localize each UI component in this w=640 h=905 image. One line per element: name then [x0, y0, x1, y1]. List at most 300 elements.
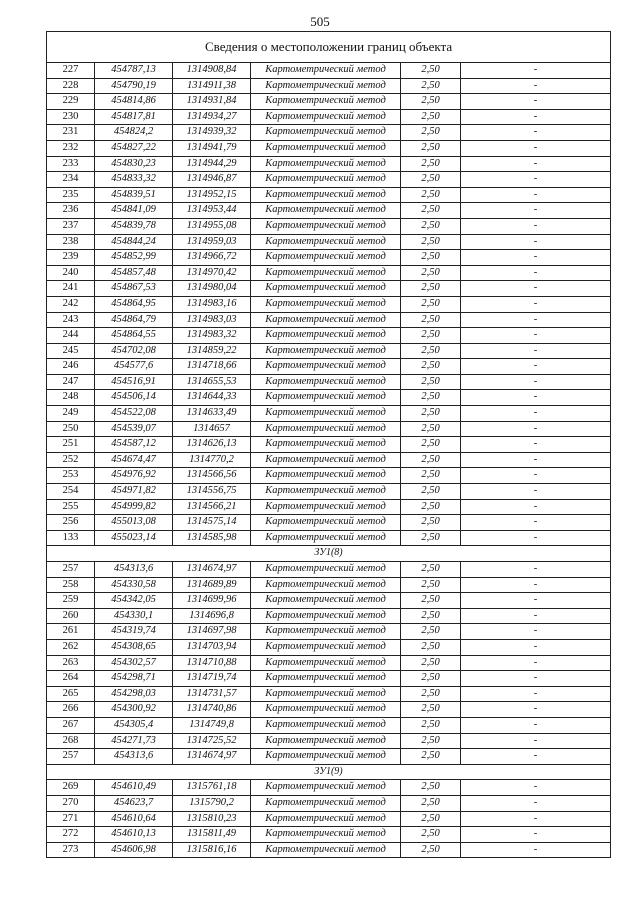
description-cell: -	[461, 359, 611, 375]
point-number-cell: 269	[47, 780, 95, 796]
table-row	[47, 390, 611, 406]
method-cell: Картометрический метод	[251, 312, 401, 328]
method-cell: Картометрический метод	[251, 515, 401, 531]
table-row	[47, 203, 611, 219]
accuracy-cell: 2,50	[401, 624, 461, 640]
x-coordinate-cell: 454864,55	[95, 328, 173, 344]
method-cell: Картометрический метод	[251, 749, 401, 765]
accuracy-cell: 2,50	[401, 250, 461, 266]
method-cell: Картометрический метод	[251, 608, 401, 624]
point-number-cell: 251	[47, 437, 95, 453]
accuracy-cell: 2,50	[401, 484, 461, 500]
description-cell: -	[461, 811, 611, 827]
x-coordinate-cell: 454844,24	[95, 234, 173, 250]
table-row	[47, 109, 611, 125]
y-coordinate-cell: 1314718,66	[173, 359, 251, 375]
x-coordinate-cell: 454814,86	[95, 94, 173, 110]
accuracy-cell: 2,50	[401, 655, 461, 671]
x-coordinate-cell: 454702,08	[95, 343, 173, 359]
x-coordinate-cell: 454971,82	[95, 484, 173, 500]
x-coordinate-cell: 454342,05	[95, 593, 173, 609]
y-coordinate-cell: 1315816,16	[173, 842, 251, 858]
x-coordinate-cell: 454606,98	[95, 842, 173, 858]
point-number-cell: 229	[47, 94, 95, 110]
point-number-cell: 268	[47, 733, 95, 749]
method-cell: Картометрический метод	[251, 686, 401, 702]
description-cell: -	[461, 655, 611, 671]
description-cell: -	[461, 234, 611, 250]
accuracy-cell: 2,50	[401, 156, 461, 172]
accuracy-cell: 2,50	[401, 468, 461, 484]
x-coordinate-cell: 454830,23	[95, 156, 173, 172]
description-cell: -	[461, 702, 611, 718]
method-cell: Картометрический метод	[251, 78, 401, 94]
table-row	[47, 187, 611, 203]
point-number-cell: 259	[47, 593, 95, 609]
description-cell: -	[461, 749, 611, 765]
description-cell: -	[461, 421, 611, 437]
method-cell: Картометрический метод	[251, 671, 401, 687]
method-cell: Картометрический метод	[251, 296, 401, 312]
point-number-cell: 260	[47, 608, 95, 624]
table-row	[47, 624, 611, 640]
description-cell: -	[461, 250, 611, 266]
method-cell: Картометрический метод	[251, 218, 401, 234]
point-number-cell: 237	[47, 218, 95, 234]
description-cell: -	[461, 499, 611, 515]
accuracy-cell: 2,50	[401, 359, 461, 375]
x-coordinate-cell: 454302,57	[95, 655, 173, 671]
accuracy-cell: 2,50	[401, 296, 461, 312]
x-coordinate-cell: 454506,14	[95, 390, 173, 406]
table-row	[47, 374, 611, 390]
y-coordinate-cell: 1314983,03	[173, 312, 251, 328]
table-row	[47, 468, 611, 484]
x-coordinate-cell: 455013,08	[95, 515, 173, 531]
table-row	[47, 359, 611, 375]
accuracy-cell: 2,50	[401, 374, 461, 390]
method-cell: Картометрический метод	[251, 468, 401, 484]
x-coordinate-cell: 454864,79	[95, 312, 173, 328]
x-coordinate-cell: 454857,48	[95, 265, 173, 281]
point-number-cell: 256	[47, 515, 95, 531]
accuracy-cell: 2,50	[401, 780, 461, 796]
x-coordinate-cell: 454841,09	[95, 203, 173, 219]
table-row	[47, 452, 611, 468]
method-cell: Картометрический метод	[251, 172, 401, 188]
table-row	[47, 140, 611, 156]
method-cell: Картометрический метод	[251, 733, 401, 749]
accuracy-cell: 2,50	[401, 686, 461, 702]
method-cell: Картометрический метод	[251, 437, 401, 453]
description-cell: -	[461, 390, 611, 406]
x-coordinate-cell: 454839,51	[95, 187, 173, 203]
table-row	[47, 827, 611, 843]
y-coordinate-cell: 1314644,33	[173, 390, 251, 406]
table-row	[47, 686, 611, 702]
x-coordinate-cell: 454298,03	[95, 686, 173, 702]
x-coordinate-cell: 454298,71	[95, 671, 173, 687]
point-number-cell: 227	[47, 63, 95, 79]
point-number-cell: 271	[47, 811, 95, 827]
accuracy-cell: 2,50	[401, 499, 461, 515]
table-row	[47, 484, 611, 500]
method-cell: Картометрический метод	[251, 140, 401, 156]
accuracy-cell: 2,50	[401, 811, 461, 827]
accuracy-cell: 2,50	[401, 265, 461, 281]
table-title: Сведения о местоположении границ объекта	[47, 32, 611, 63]
method-cell: Картометрический метод	[251, 421, 401, 437]
x-coordinate-cell: 454313,6	[95, 562, 173, 578]
method-cell: Картометрический метод	[251, 702, 401, 718]
y-coordinate-cell: 1314946,87	[173, 172, 251, 188]
x-coordinate-cell: 454817,81	[95, 109, 173, 125]
description-cell: -	[461, 296, 611, 312]
accuracy-cell: 2,50	[401, 125, 461, 141]
y-coordinate-cell: 1314719,74	[173, 671, 251, 687]
description-cell: -	[461, 312, 611, 328]
x-coordinate-cell: 454790,19	[95, 78, 173, 94]
point-number-cell: 270	[47, 795, 95, 811]
y-coordinate-cell: 1315790,2	[173, 795, 251, 811]
method-cell: Картометрический метод	[251, 63, 401, 79]
y-coordinate-cell: 1314959,03	[173, 234, 251, 250]
accuracy-cell: 2,50	[401, 234, 461, 250]
point-number-cell: 267	[47, 717, 95, 733]
point-number-cell: 243	[47, 312, 95, 328]
method-cell: Картометрический метод	[251, 577, 401, 593]
description-cell: -	[461, 140, 611, 156]
description-cell: -	[461, 437, 611, 453]
description-cell: -	[461, 109, 611, 125]
table-row	[47, 328, 611, 344]
x-coordinate-cell: 454623,7	[95, 795, 173, 811]
table-row	[47, 63, 611, 79]
description-cell: -	[461, 842, 611, 858]
table-row	[47, 795, 611, 811]
x-coordinate-cell: 454610,64	[95, 811, 173, 827]
description-cell: -	[461, 780, 611, 796]
y-coordinate-cell: 1314697,98	[173, 624, 251, 640]
table-row	[47, 265, 611, 281]
accuracy-cell: 2,50	[401, 702, 461, 718]
accuracy-cell: 2,50	[401, 187, 461, 203]
accuracy-cell: 2,50	[401, 78, 461, 94]
method-cell: Картометрический метод	[251, 811, 401, 827]
method-cell: Картометрический метод	[251, 624, 401, 640]
table-row	[47, 639, 611, 655]
accuracy-cell: 2,50	[401, 140, 461, 156]
method-cell: Картометрический метод	[251, 250, 401, 266]
method-cell: Картометрический метод	[251, 343, 401, 359]
accuracy-cell: 2,50	[401, 452, 461, 468]
y-coordinate-cell: 1314696,8	[173, 608, 251, 624]
x-coordinate-cell: 454674,47	[95, 452, 173, 468]
y-coordinate-cell: 1314970,42	[173, 265, 251, 281]
accuracy-cell: 2,50	[401, 733, 461, 749]
point-number-cell: 258	[47, 577, 95, 593]
x-coordinate-cell: 454305,4	[95, 717, 173, 733]
description-cell: -	[461, 562, 611, 578]
y-coordinate-cell: 1314731,57	[173, 686, 251, 702]
accuracy-cell: 2,50	[401, 671, 461, 687]
x-coordinate-cell: 454864,95	[95, 296, 173, 312]
y-coordinate-cell: 1314657	[173, 421, 251, 437]
point-number-cell: 272	[47, 827, 95, 843]
point-number-cell: 273	[47, 842, 95, 858]
point-number-cell: 233	[47, 156, 95, 172]
table-row	[47, 250, 611, 266]
table-row	[47, 577, 611, 593]
y-coordinate-cell: 1314983,32	[173, 328, 251, 344]
point-number-cell: 249	[47, 406, 95, 422]
accuracy-cell: 2,50	[401, 328, 461, 344]
accuracy-cell: 2,50	[401, 390, 461, 406]
x-coordinate-cell: 454610,13	[95, 827, 173, 843]
y-coordinate-cell: 1314655,53	[173, 374, 251, 390]
description-cell: -	[461, 125, 611, 141]
y-coordinate-cell: 1314633,49	[173, 406, 251, 422]
method-cell: Картометрический метод	[251, 156, 401, 172]
accuracy-cell: 2,50	[401, 218, 461, 234]
boundary-table	[46, 31, 611, 858]
accuracy-cell: 2,50	[401, 827, 461, 843]
description-cell: -	[461, 530, 611, 546]
method-cell: Картометрический метод	[251, 717, 401, 733]
x-coordinate-cell: 454999,82	[95, 499, 173, 515]
method-cell: Картометрический метод	[251, 265, 401, 281]
method-cell: Картометрический метод	[251, 593, 401, 609]
x-coordinate-cell: 454852,99	[95, 250, 173, 266]
section-row	[47, 764, 611, 780]
description-cell: -	[461, 187, 611, 203]
table-row	[47, 78, 611, 94]
point-number-cell: 255	[47, 499, 95, 515]
description-cell: -	[461, 593, 611, 609]
table-row	[47, 530, 611, 546]
description-cell: -	[461, 78, 611, 94]
point-number-cell: 247	[47, 374, 95, 390]
y-coordinate-cell: 1314980,04	[173, 281, 251, 297]
y-coordinate-cell: 1314934,27	[173, 109, 251, 125]
method-cell: Картометрический метод	[251, 827, 401, 843]
method-cell: Картометрический метод	[251, 328, 401, 344]
method-cell: Картометрический метод	[251, 452, 401, 468]
x-coordinate-cell: 454330,1	[95, 608, 173, 624]
y-coordinate-cell: 1314966,72	[173, 250, 251, 266]
method-cell: Картометрический метод	[251, 94, 401, 110]
point-number-cell: 235	[47, 187, 95, 203]
point-number-cell: 239	[47, 250, 95, 266]
y-coordinate-cell: 1314740,86	[173, 702, 251, 718]
description-cell: -	[461, 343, 611, 359]
table-row	[47, 593, 611, 609]
description-cell: -	[461, 328, 611, 344]
y-coordinate-cell: 1314674,97	[173, 562, 251, 578]
method-cell: Картометрический метод	[251, 655, 401, 671]
table-title-row	[47, 32, 611, 63]
method-cell: Картометрический метод	[251, 406, 401, 422]
point-number-cell: 234	[47, 172, 95, 188]
y-coordinate-cell: 1314983,16	[173, 296, 251, 312]
method-cell: Картометрический метод	[251, 234, 401, 250]
method-cell: Картометрический метод	[251, 390, 401, 406]
point-number-cell: 264	[47, 671, 95, 687]
x-coordinate-cell: 454330,58	[95, 577, 173, 593]
accuracy-cell: 2,50	[401, 515, 461, 531]
description-cell: -	[461, 94, 611, 110]
description-cell: -	[461, 484, 611, 500]
x-coordinate-cell: 454587,12	[95, 437, 173, 453]
accuracy-cell: 2,50	[401, 577, 461, 593]
x-coordinate-cell: 454839,78	[95, 218, 173, 234]
table-row	[47, 811, 611, 827]
accuracy-cell: 2,50	[401, 421, 461, 437]
point-number-cell: 252	[47, 452, 95, 468]
x-coordinate-cell: 454833,32	[95, 172, 173, 188]
method-cell: Картометрический метод	[251, 187, 401, 203]
x-coordinate-cell: 454577,6	[95, 359, 173, 375]
description-cell: -	[461, 203, 611, 219]
table-row	[47, 608, 611, 624]
section-label: ЗУ1(9)	[47, 764, 611, 780]
description-cell: -	[461, 218, 611, 234]
y-coordinate-cell: 1314575,14	[173, 515, 251, 531]
accuracy-cell: 2,50	[401, 203, 461, 219]
method-cell: Картометрический метод	[251, 125, 401, 141]
accuracy-cell: 2,50	[401, 530, 461, 546]
y-coordinate-cell: 1314953,44	[173, 203, 251, 219]
accuracy-cell: 2,50	[401, 312, 461, 328]
description-cell: -	[461, 406, 611, 422]
table-row	[47, 296, 611, 312]
accuracy-cell: 2,50	[401, 842, 461, 858]
accuracy-cell: 2,50	[401, 281, 461, 297]
description-cell: -	[461, 281, 611, 297]
table-row	[47, 702, 611, 718]
point-number-cell: 265	[47, 686, 95, 702]
table-row	[47, 733, 611, 749]
accuracy-cell: 2,50	[401, 172, 461, 188]
x-coordinate-cell: 454539,07	[95, 421, 173, 437]
point-number-cell: 253	[47, 468, 95, 484]
x-coordinate-cell: 454300,92	[95, 702, 173, 718]
description-cell: -	[461, 624, 611, 640]
method-cell: Картометрический метод	[251, 374, 401, 390]
table-row	[47, 717, 611, 733]
y-coordinate-cell: 1314725,52	[173, 733, 251, 749]
table-row	[47, 343, 611, 359]
y-coordinate-cell: 1314911,38	[173, 78, 251, 94]
table-row	[47, 749, 611, 765]
description-cell: -	[461, 671, 611, 687]
point-number-cell: 242	[47, 296, 95, 312]
point-number-cell: 230	[47, 109, 95, 125]
method-cell: Картометрический метод	[251, 530, 401, 546]
table-row	[47, 515, 611, 531]
description-cell: -	[461, 717, 611, 733]
y-coordinate-cell: 1314952,15	[173, 187, 251, 203]
accuracy-cell: 2,50	[401, 608, 461, 624]
y-coordinate-cell: 1314699,96	[173, 593, 251, 609]
x-coordinate-cell: 454867,53	[95, 281, 173, 297]
y-coordinate-cell: 1314566,56	[173, 468, 251, 484]
y-coordinate-cell: 1314939,32	[173, 125, 251, 141]
method-cell: Картометрический метод	[251, 562, 401, 578]
table-row	[47, 406, 611, 422]
description-cell: -	[461, 827, 611, 843]
table-row	[47, 780, 611, 796]
table-body	[47, 63, 611, 858]
table-row	[47, 437, 611, 453]
y-coordinate-cell: 1314944,29	[173, 156, 251, 172]
point-number-cell: 245	[47, 343, 95, 359]
table-row	[47, 842, 611, 858]
y-coordinate-cell: 1315761,18	[173, 780, 251, 796]
accuracy-cell: 2,50	[401, 593, 461, 609]
y-coordinate-cell: 1314859,22	[173, 343, 251, 359]
description-cell: -	[461, 795, 611, 811]
point-number-cell: 263	[47, 655, 95, 671]
table-row	[47, 94, 611, 110]
accuracy-cell: 2,50	[401, 94, 461, 110]
x-coordinate-cell: 455023,14	[95, 530, 173, 546]
y-coordinate-cell: 1315810,23	[173, 811, 251, 827]
point-number-cell: 266	[47, 702, 95, 718]
description-cell: -	[461, 639, 611, 655]
description-cell: -	[461, 686, 611, 702]
x-coordinate-cell: 454976,92	[95, 468, 173, 484]
y-coordinate-cell: 1314626,13	[173, 437, 251, 453]
method-cell: Картометрический метод	[251, 780, 401, 796]
x-coordinate-cell: 454319,74	[95, 624, 173, 640]
x-coordinate-cell: 454787,13	[95, 63, 173, 79]
y-coordinate-cell: 1314941,79	[173, 140, 251, 156]
x-coordinate-cell: 454516,91	[95, 374, 173, 390]
y-coordinate-cell: 1314556,75	[173, 484, 251, 500]
y-coordinate-cell: 1314710,88	[173, 655, 251, 671]
method-cell: Картометрический метод	[251, 842, 401, 858]
method-cell: Картометрический метод	[251, 359, 401, 375]
table-row	[47, 125, 611, 141]
point-number-cell: 238	[47, 234, 95, 250]
x-coordinate-cell: 454308,65	[95, 639, 173, 655]
x-coordinate-cell: 454271,73	[95, 733, 173, 749]
y-coordinate-cell: 1314770,2	[173, 452, 251, 468]
point-number-cell: 262	[47, 639, 95, 655]
point-number-cell: 261	[47, 624, 95, 640]
y-coordinate-cell: 1315811,49	[173, 827, 251, 843]
y-coordinate-cell: 1314585,98	[173, 530, 251, 546]
method-cell: Картометрический метод	[251, 281, 401, 297]
description-cell: -	[461, 374, 611, 390]
x-coordinate-cell: 454827,22	[95, 140, 173, 156]
point-number-cell: 231	[47, 125, 95, 141]
method-cell: Картометрический метод	[251, 795, 401, 811]
table-row	[47, 234, 611, 250]
accuracy-cell: 2,50	[401, 406, 461, 422]
y-coordinate-cell: 1314566,21	[173, 499, 251, 515]
description-cell: -	[461, 468, 611, 484]
section-row	[47, 546, 611, 562]
table-row	[47, 156, 611, 172]
accuracy-cell: 2,50	[401, 795, 461, 811]
y-coordinate-cell: 1314674,97	[173, 749, 251, 765]
description-cell: -	[461, 172, 611, 188]
method-cell: Картометрический метод	[251, 203, 401, 219]
point-number-cell: 241	[47, 281, 95, 297]
accuracy-cell: 2,50	[401, 562, 461, 578]
